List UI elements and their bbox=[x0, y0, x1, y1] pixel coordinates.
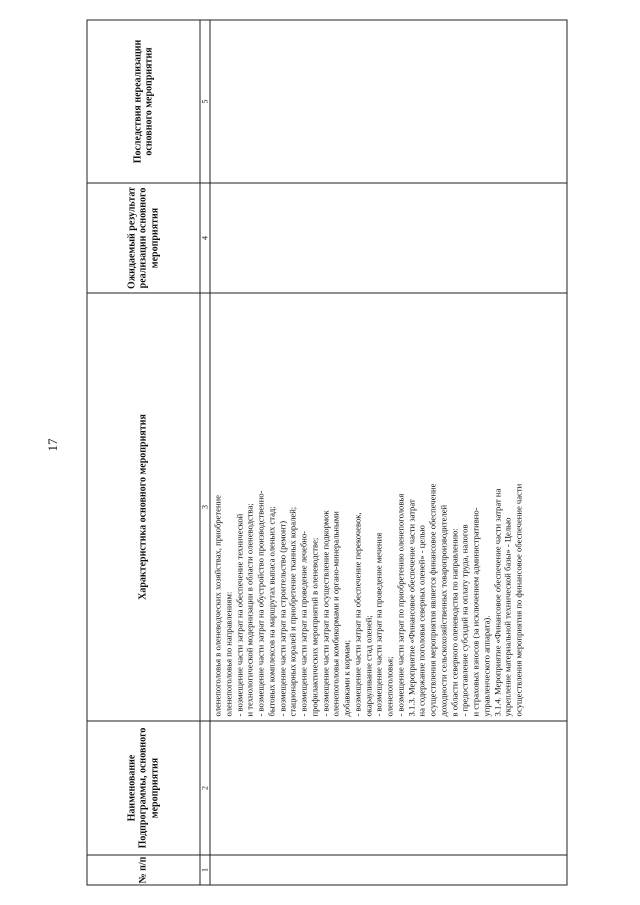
row-consequences-cell bbox=[210, 20, 567, 183]
characteristic-line: и технологической модернизации в области оленеводства; bbox=[244, 502, 255, 716]
characteristic-line: 3.1.4. Мероприятие «Финансовое обеспечение части затрат на bbox=[491, 488, 502, 716]
characteristic-line: и страховых взносов (за исключением административно- bbox=[470, 506, 480, 716]
characteristic-line: оленепоголовья комбикормами и органо-минеральными bbox=[330, 510, 341, 716]
characteristic-line: - возмещение части затрат на строительство (ремонт) bbox=[276, 520, 287, 716]
table-header-row bbox=[87, 20, 200, 885]
header-expected-result: Ожидаемый результат реализации основного мероприятия bbox=[87, 183, 200, 293]
characteristic-line: - возмещение части затрат на проведение лечебно- bbox=[298, 530, 308, 716]
column-number-1: 1 bbox=[200, 855, 210, 885]
row-characteristic-cell bbox=[210, 293, 567, 721]
header-name: Наименование Подпрограммы, основного мероприятия bbox=[87, 721, 200, 855]
characteristic-line: доходности сельскохозяйственных товаропроизводителей bbox=[437, 504, 448, 716]
characteristic-line: осуществления мероприятия является финансовое обеспечение bbox=[427, 483, 437, 716]
page-number: 17 bbox=[45, 438, 60, 452]
column-number-5: 5 bbox=[200, 20, 210, 183]
characteristic-line: в области северного оленеводства по направлению: bbox=[448, 527, 459, 716]
header-number: № п/п bbox=[87, 855, 200, 885]
row-name-cell bbox=[210, 721, 567, 855]
characteristic-line: стационарных коралей и приобретение тканных коралей; bbox=[287, 506, 298, 716]
header-characteristic: Характеристика основного мероприятия bbox=[87, 293, 200, 721]
rotated-table-sheet bbox=[86, 20, 566, 885]
characteristic-line: - возмещение части затрат на осуществление подкормок bbox=[319, 509, 330, 716]
characteristic-line: добавками к кормам; bbox=[341, 639, 351, 716]
characteristic-line: 3.1.3. Мероприятие «Финансовое обеспечение части затрат bbox=[405, 498, 416, 716]
characteristic-line: - предоставление субсидий на оплату труда, налогов bbox=[459, 523, 470, 716]
table-row bbox=[210, 20, 567, 885]
characteristic-line: профилактических мероприятий в оленеводстве; bbox=[308, 537, 319, 716]
characteristic-line: оленепоголовья в оленеводческих хозяйствах, приобретение bbox=[212, 494, 222, 716]
characteristic-line: осуществления мероприятия по финансовое обеспечение части bbox=[513, 483, 523, 716]
characteristic-line: - возмещение части затрат на обеспечение технической bbox=[233, 513, 244, 716]
row-expected-result-cell bbox=[210, 183, 567, 293]
characteristic-line: на содержание поголовья северных оленей» - целью bbox=[416, 524, 427, 716]
column-number-3: 3 bbox=[200, 293, 210, 721]
characteristic-line: окарауливание стад оленей; bbox=[362, 614, 373, 716]
characteristic-line: оленепоголовья по направлениям: bbox=[222, 591, 233, 716]
column-number-4: 4 bbox=[200, 183, 210, 293]
characteristic-line: - возмещение части затрат на проведение мечения bbox=[373, 532, 384, 716]
column-number-row bbox=[200, 20, 210, 885]
characteristic-line: управленческого аппарата). bbox=[480, 615, 491, 716]
header-consequences: Последствия нереализации основного мероприятия bbox=[87, 20, 200, 183]
characteristic-line: укрепление материальной технической базы» - Целью bbox=[502, 517, 513, 716]
characteristic-line: - возмещение части затрат на обустройство производственно- bbox=[255, 490, 265, 716]
characteristic-line: бытовых комплексов на маршрутах выпаса оленьих стад; bbox=[265, 505, 276, 716]
characteristic-line: - возмещение части затрат по приобретению оленепоголовья bbox=[394, 493, 405, 716]
measures-table bbox=[86, 19, 567, 885]
row-number-cell bbox=[210, 855, 567, 885]
characteristic-line: - возмещение части затрат на обеспечение перекочевок, bbox=[351, 511, 362, 716]
characteristic-text bbox=[212, 297, 524, 716]
characteristic-line: оленепоголовья; bbox=[384, 656, 394, 716]
column-number-2: 2 bbox=[200, 721, 210, 855]
